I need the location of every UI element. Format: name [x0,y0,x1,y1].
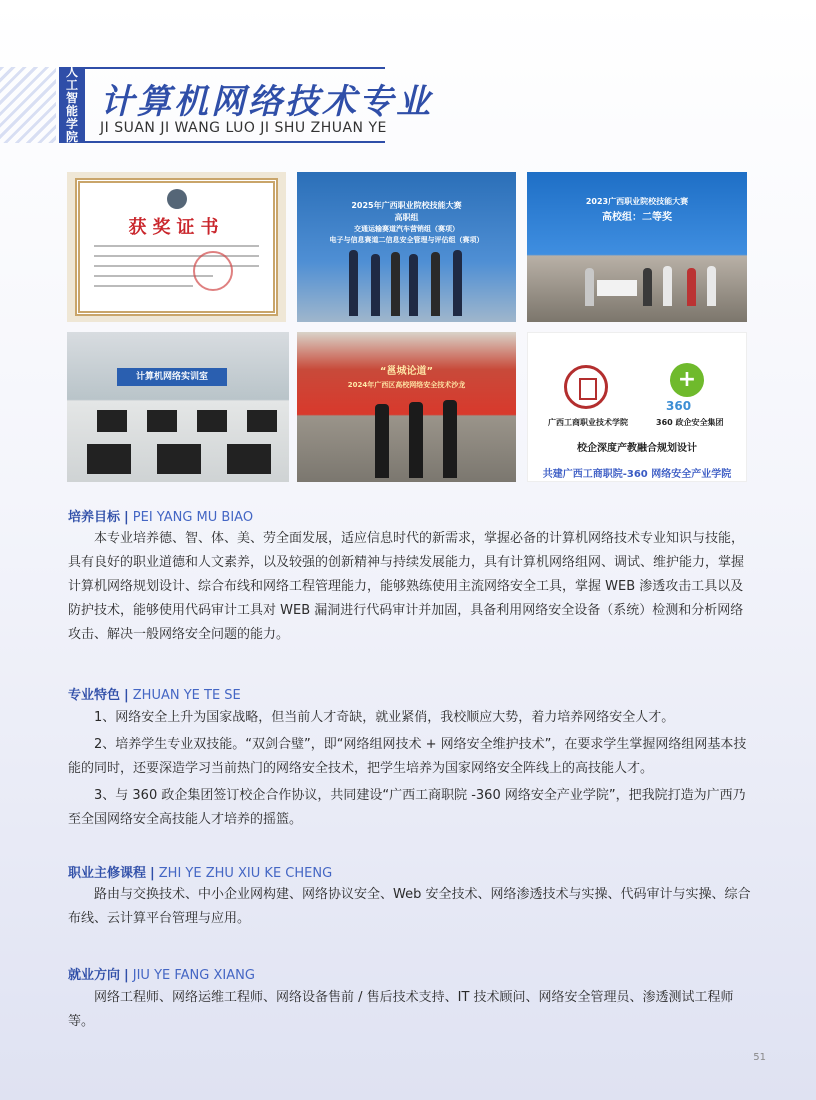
college-tab-char: 工 [65,78,78,92]
monitor [97,410,127,432]
forum-photo [297,332,516,482]
monitor [147,410,177,432]
section-heading-careers: 就业方向 | JIU YE FANG XIANG [68,968,255,983]
person-figure [453,250,462,316]
person-figure [663,266,672,306]
section-pinyin: ZHUAN YE TE SE [132,688,241,703]
section-paragraph: 2、培养学生专业双技能。“双剑合璧”，即“网络组网技术 + 网络安全维护技术”，在要求学生掌握网络组网基本技能的同时，还要深造学习当前热门的网络安全技术，把学生培养为国家网络安全阵线上的高技能人才。 [68,737,747,776]
section-pinyin: JIU YE FANG XIANG [132,968,255,983]
lab-sign: 计算机网络实训室 [117,368,227,386]
plus-logo-icon: + [670,363,704,397]
banner-line: 2023广西职业院校技能大赛 [585,197,689,206]
certificate-text-line [94,285,193,287]
section-paragraph: 网络工程师、网络运维工程师、网络设备售前 / 售后技术支持、IT 技术顾问、网络安全管理员、渗透测试工程师等。 [68,990,734,1029]
section-title: 专业特色 [68,688,121,703]
college-tab-char: 人 [65,65,78,79]
company-logo-text: 360 [666,399,692,413]
college-tab-char: 院 [65,130,78,144]
banner-line: 高校组：二等奖 [602,212,672,223]
person-figure [687,268,696,306]
section-title: 职业主修课程 [68,866,147,881]
college-tab [59,67,85,143]
person-figure [375,404,389,478]
certificate-photo [67,172,286,322]
banner-line: 2024年广西区高校网络安全技术沙龙 [347,381,466,389]
section-heading-features: 专业特色 | ZHUAN YE TE SE [68,688,241,703]
award-board [597,280,637,296]
cooperation-line: 共建广西工商职院-360 网络安全产业学院 [542,469,732,480]
monitor [157,444,201,474]
banner-line: 2025年广西职业院校技能大赛 [351,201,462,210]
section-pinyin: ZHI YE ZHU XIU KE CHENG [158,866,333,881]
section-pinyin: PEI YANG MU BIAO [132,510,254,525]
college-tab-char: 学 [65,117,78,131]
cooperation-line: 校企深度产教融合规划设计 [577,443,697,454]
section-heading-goals: 培养目标 | PEI YANG MU BIAO [68,510,254,525]
person-figure [431,252,440,316]
certificate-frame [75,178,278,316]
cooperation-graphic [527,332,747,482]
page-title: 计算机网络技术专业 [100,82,433,122]
banner-line: 高职组 [394,213,419,222]
college-tab-char: 能 [65,104,78,118]
page-subtitle: JI SUAN JI WANG LUO JI SHU ZHUAN YE [100,120,387,136]
school-logo-icon [564,365,608,409]
computer-lab-photo [67,332,289,482]
monitor [227,444,271,474]
header-rule-top [85,67,385,69]
person-figure [443,400,457,478]
company-name: 360 政企安全集团 [656,418,724,427]
competition-photo [297,172,516,322]
certificate-title: 获奖证书 [128,217,225,238]
section-paragraph: 路由与交换技术、中小企业网构建、网络协议安全、Web 安全技术、网络渗透技术与实操、代码审计与实操、综合布线、云计算平台管理与应用。 [68,887,751,926]
person-figure [643,268,652,306]
monitor [247,410,277,432]
award-stage-photo [527,172,747,322]
section-paragraph: 3、与 360 政企集团签订校企合作协议，共同建设“广西工商职院 -360 网络安全产业学院”，把我院打造为广西乃至全国网络安全高技能人才培养的摇篮。 [68,788,746,827]
header-stripe-decoration [0,67,56,143]
person-figure [707,266,716,306]
page-number: 51 [753,1052,766,1063]
section-title: 就业方向 [68,968,121,983]
section-paragraph: 1、网络安全上升为国家战略，但当前人才奇缺，就业紧俏，我校顺应大势，着力培养网络安全人才。 [94,710,675,725]
school-name: 广西工商职业技术学院 [548,418,628,427]
emblem-icon [167,189,187,209]
header-rule-bottom [85,141,385,143]
banner-line: 交通运输赛道汽车营销组（赛项） [354,225,459,233]
section-title: 培养目标 [68,510,121,525]
person-figure [585,268,594,306]
banner-line: “邕城论道” [379,366,434,377]
certificate-text-line [94,265,259,267]
person-figure [349,250,358,316]
monitor [87,444,131,474]
section-heading-courses: 职业主修课程 | ZHI YE ZHU XIU KE CHENG [68,866,333,881]
section-paragraph: 本专业培养德、智、体、美、劳全面发展，适应信息时代的新需求，掌握必备的计算机网络技术专业知识与技能，具有良好的职业道德和人文素养，以及较强的创新精神与持续发展能力，具有计算机网络组网、调试、维护能力，掌握计算机网络规划设计、综合布线和网络工程管理能力，能够熟练使用主流网络安全工具，掌握 WEB 渗透攻击工具以及防护技术，能够使用代码审计工具对 WEB 漏洞进行代码审计并加固，具备利用网络安全设备（系统）检测和分析网络攻击、解决一般网络安全问题的能力。 [68,531,745,642]
person-figure [391,252,400,316]
person-figure [371,254,380,316]
monitor [197,410,227,432]
college-tab-char: 智 [65,91,78,105]
person-figure [409,402,423,478]
person-figure [409,254,418,316]
certificate-text-line [94,245,259,247]
seal-icon [193,251,233,291]
banner-line: 电子与信息赛道二信息安全管理与评估组（赛项） [329,236,484,244]
certificate-text-line [94,255,259,257]
